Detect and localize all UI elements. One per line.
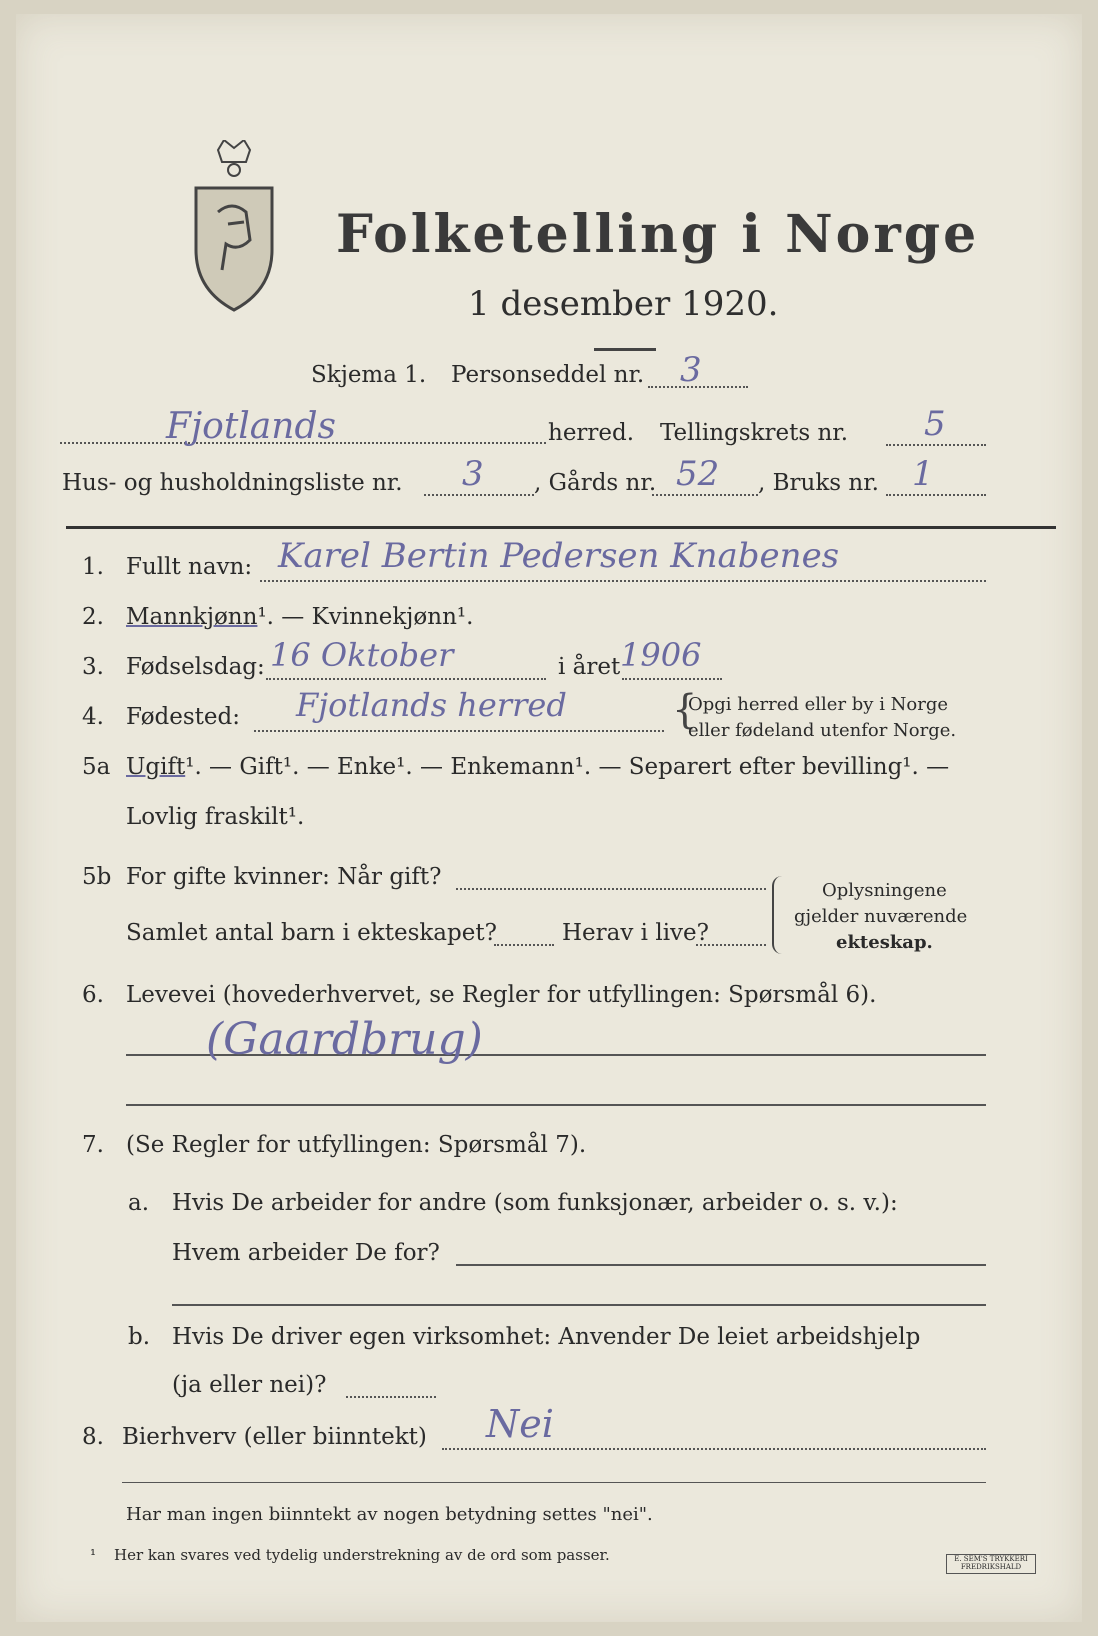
q5b-label-alive: Herav i live? xyxy=(562,920,709,946)
q3-label: Fødselsdag: xyxy=(126,654,265,680)
q4-number: 4. xyxy=(82,704,104,730)
hus-label: Hus- og husholdningsliste nr. xyxy=(62,470,403,496)
q4-note-2: eller fødeland utenfor Norge. xyxy=(688,720,957,741)
q7-number: 7. xyxy=(82,1132,104,1158)
bruks-value[interactable]: 1 xyxy=(912,454,934,494)
coat-of-arms-icon xyxy=(188,140,280,312)
q5b-number: 5b xyxy=(82,864,112,890)
q1-label: Fullt navn: xyxy=(126,554,253,580)
q5b-brace xyxy=(772,876,784,954)
q4-brace: { xyxy=(672,687,698,733)
q6-label: Levevei (hovederhvervet, se Regler for utfyllingen: Spørsmål 6). xyxy=(126,982,877,1008)
herred-value[interactable]: Fjotlands xyxy=(166,406,336,447)
personseddel-label: Personseddel nr. xyxy=(451,362,645,388)
q7-label: (Se Regler for utfyllingen: Spørsmål 7). xyxy=(126,1132,587,1158)
gender-female-option[interactable]: Kvinnekjønn¹. xyxy=(311,604,474,630)
q7b-number: b. xyxy=(128,1324,151,1350)
q5b-label-married: For gifte kvinner: Når gift? xyxy=(126,864,442,890)
birth-year-value[interactable]: 1906 xyxy=(620,636,702,674)
hus-value[interactable]: 3 xyxy=(462,454,484,494)
skjema-label: Skjema 1. xyxy=(311,362,427,388)
marital-fraskilt-option[interactable]: Lovlig fraskilt¹. xyxy=(126,804,305,830)
occupation-value[interactable]: (Gaardbrug) xyxy=(206,1014,483,1065)
gender-male-option[interactable]: Mannkjønn xyxy=(126,604,258,630)
footnote-text: Her kan svares ved tydelig understrekning av de ord som passer. xyxy=(114,1546,610,1564)
q4-note-1: Opgi herred eller by i Norge xyxy=(688,694,949,715)
marital-row xyxy=(126,754,949,780)
q1-number: 1. xyxy=(82,554,104,580)
tellingskrets-value[interactable]: 5 xyxy=(924,404,946,444)
q8-number: 8. xyxy=(82,1424,104,1450)
q7b-question: (ja eller nei)? xyxy=(172,1372,327,1398)
form-title: Folketelling i Norge xyxy=(336,204,980,265)
bruks-label: , Bruks nr. xyxy=(758,470,879,496)
gender-separator: ¹. — xyxy=(257,604,312,630)
q5b-note-3: ekteskap. xyxy=(836,932,933,953)
q7a-label: Hvis De arbeider for andre (som funksjonær, arbeider o. s. v.): xyxy=(172,1190,898,1216)
q7a-question: Hvem arbeider De for? xyxy=(172,1240,440,1266)
q5b-note-1: Oplysningene xyxy=(822,880,947,901)
birthday-value[interactable]: 16 Oktober xyxy=(270,636,454,674)
printer-stamp: E. SEM'S TRYKKERI FREDRIKSHALD xyxy=(946,1554,1036,1574)
census-date: 1 desember 1920. xyxy=(468,284,779,324)
gards-value[interactable]: 52 xyxy=(676,454,720,494)
marital-other-options[interactable]: ¹. — Gift¹. — Enke¹. — Enkemann¹. — Separert efter bevilling¹. — xyxy=(185,754,950,780)
side-income-value[interactable]: Nei xyxy=(486,1402,554,1446)
footer-note: Har man ingen biinntekt av nogen betydning settes "nei". xyxy=(126,1504,653,1525)
q7a-number: a. xyxy=(128,1190,150,1216)
birthplace-value[interactable]: Fjotlands herred xyxy=(296,686,567,724)
q6-number: 6. xyxy=(82,982,104,1008)
header-rule xyxy=(66,526,1056,529)
herred-label: herred. xyxy=(548,420,635,446)
gards-label: , Gårds nr. xyxy=(534,470,657,496)
q8-label: Bierhverv (eller biinntekt) xyxy=(122,1424,427,1450)
gender-row xyxy=(126,604,473,630)
q4-label: Fødested: xyxy=(126,704,241,730)
marital-ugift-option[interactable]: Ugift xyxy=(126,754,186,780)
q2-number: 2. xyxy=(82,604,104,630)
q5a-number: 5a xyxy=(82,754,111,780)
title-divider xyxy=(594,348,656,351)
q3-number: 3. xyxy=(82,654,104,680)
footnote-mark: ¹ xyxy=(90,1546,97,1564)
year-label: i året xyxy=(558,654,621,680)
q5b-note-2: gjelder nuværende xyxy=(794,906,968,927)
census-form xyxy=(16,14,1082,1622)
q7b-label: Hvis De driver egen virksomhet: Anvender De leiet arbeidshjelp xyxy=(172,1324,921,1350)
tellingskrets-label: Tellingskrets nr. xyxy=(660,420,849,446)
full-name-value[interactable]: Karel Bertin Pedersen Knabenes xyxy=(278,536,840,576)
q5b-label-children: Samlet antal barn i ekteskapet? xyxy=(126,920,497,946)
personseddel-value[interactable]: 3 xyxy=(680,350,702,390)
